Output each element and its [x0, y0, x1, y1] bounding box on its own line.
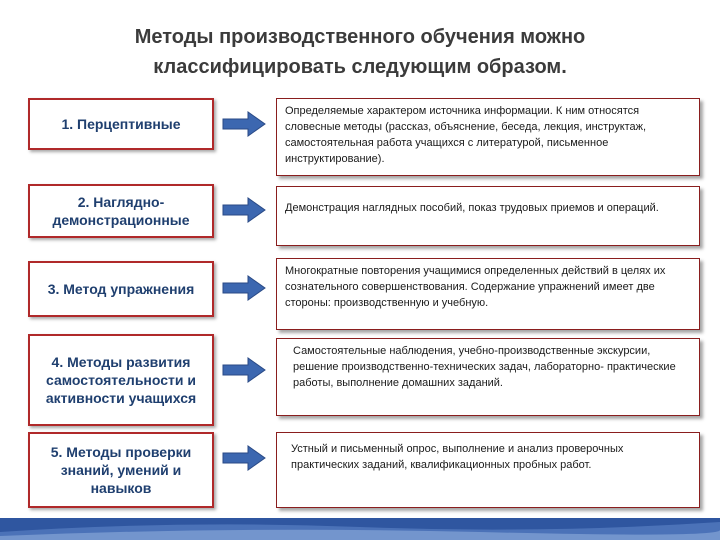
arrow-right-icon: [222, 111, 266, 137]
method-label: 4. Методы развития самостоятельности и активности учащихся: [45, 354, 197, 406]
method-label: 1. Перцептивные: [61, 116, 181, 132]
method-label: 3. Метод упражнения: [47, 281, 195, 297]
description-text: Устный и письменный опрос, выполнение и анализ проверочных практических заданий, квалификационных пробных работ.: [291, 443, 624, 471]
title-line-1: Методы производственного обучения можно: [134, 26, 586, 48]
arrow-right-icon: [222, 197, 266, 223]
description-text: Самостоятельные наблюдения, учебно-производственные экскурсии, решение производственно-технических задач, лабораторно- практические работы, выполнение домашних заданий.: [293, 345, 676, 389]
arrow-right-icon: [222, 275, 266, 301]
method-box-perceptive: [28, 98, 214, 150]
slide-title: [40, 22, 680, 82]
method-box-independence: [28, 334, 214, 426]
arrow-right-icon: [222, 445, 266, 471]
arrow-right-icon: [222, 357, 266, 383]
description-box-exercise: [276, 258, 700, 330]
method-box-exercise: [28, 261, 214, 317]
description-box-perceptive: [276, 98, 700, 176]
method-box-visual-demonstration: [28, 184, 214, 238]
method-label: 5. Методы проверки знаний, умений и навыков: [50, 444, 192, 496]
description-box-visual-demonstration: [276, 186, 700, 246]
method-label: 2. Наглядно-демонстрационные: [52, 194, 190, 228]
description-text: Определяемые характером источника информации. К ним относятся словесные методы (рассказ, объяснение, беседа, лекция, инструктаж, самостоятельная работа учащихся с литературой, письменное инструктирование).: [285, 105, 647, 165]
description-box-independence: [276, 338, 700, 416]
title-line-2: классифицировать следующим образом.: [153, 56, 567, 78]
method-box-assessment: [28, 432, 214, 508]
footer-band: [0, 518, 720, 540]
description-box-assessment: [276, 432, 700, 508]
description-text: Демонстрация наглядных пособий, показ трудовых приемов и операций.: [285, 202, 659, 214]
description-text: Многократные повторения учащимися определенных действий в целях их сознательного совершенствования. Содержание упражнений имеет две стороны: производственную и учебную.: [285, 265, 666, 309]
